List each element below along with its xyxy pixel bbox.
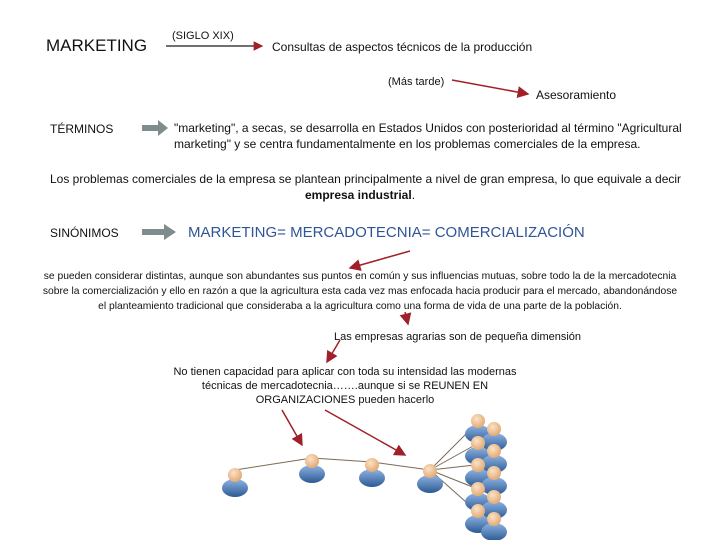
equation-text: MARKETING= MERCADOTECNIA= COMERCIALIZACIÓN [188, 224, 585, 241]
capacidad-arrow-2 [325, 410, 405, 455]
terminos-arrow-icon [142, 120, 168, 136]
terminos-label: TÉRMINOS [50, 122, 114, 136]
sinonimos-arrow-icon [142, 224, 176, 240]
capacidad-arrow-1 [282, 410, 302, 445]
pueden-line-3: el planteamiento tradicional que consideraba a la agricultura como una forma de vida de una parte de la población. [98, 301, 622, 312]
sinonimos-label: SINÓNIMOS [50, 226, 119, 240]
agrarias-text: Las empresas agrarias son de pequeña dimensión [334, 331, 582, 343]
problemas-line-1: Los problemas comerciales de la empresa se plantean principalmente a nivel de gran empresa, lo que equivale a decir [50, 172, 682, 186]
siglo-label: (SIGLO XIX) [172, 30, 234, 42]
people-network-icon [235, 425, 475, 510]
pueden-arrow [405, 312, 408, 324]
marketing-label: MARKETING [46, 36, 148, 55]
mas-tarde-arrow [452, 80, 528, 94]
consultas-text: Consultas de aspectos técnicos de la producción [272, 40, 533, 54]
equation-arrow [350, 251, 410, 268]
empresa-industrial-text: empresa industrial [304, 188, 412, 202]
asesoramiento-text: Asesoramiento [536, 88, 617, 102]
pueden-line-2: sobre la comercialización y ello en razón a que la agricultura esta cada vez mas enfocada hacia producir para el mercado, abandonándose [42, 286, 678, 297]
terminos-line-1: "marketing", a secas, se desarrolla en Estados Unidos con posterioridad al término "Agricultural [174, 121, 682, 135]
pueden-line-1: se pueden considerar distintas, aunque son abundantes sus puntos en común y sus influencias mutuas, sobre todo la de la mercadotecnia [43, 271, 677, 282]
terminos-line-2: marketing" y se centra fundamentalmente en los problemas comerciales de la empresa. [174, 137, 641, 151]
problemas-line-2-end: . [411, 188, 416, 202]
capacidad-line-2: técnicas de mercadotecnia…….aunque si se REUNEN EN [201, 380, 489, 392]
capacidad-line-3: ORGANIZACIONES pueden hacerlo [255, 394, 435, 406]
capacidad-line-1: No tienen capacidad para aplicar con toda su intensidad las modernas [173, 366, 517, 378]
mas-tarde-label: (Más tarde) [388, 76, 445, 88]
problemas-line-2 [0, 188, 720, 202]
agrarias-arrow [327, 340, 340, 362]
